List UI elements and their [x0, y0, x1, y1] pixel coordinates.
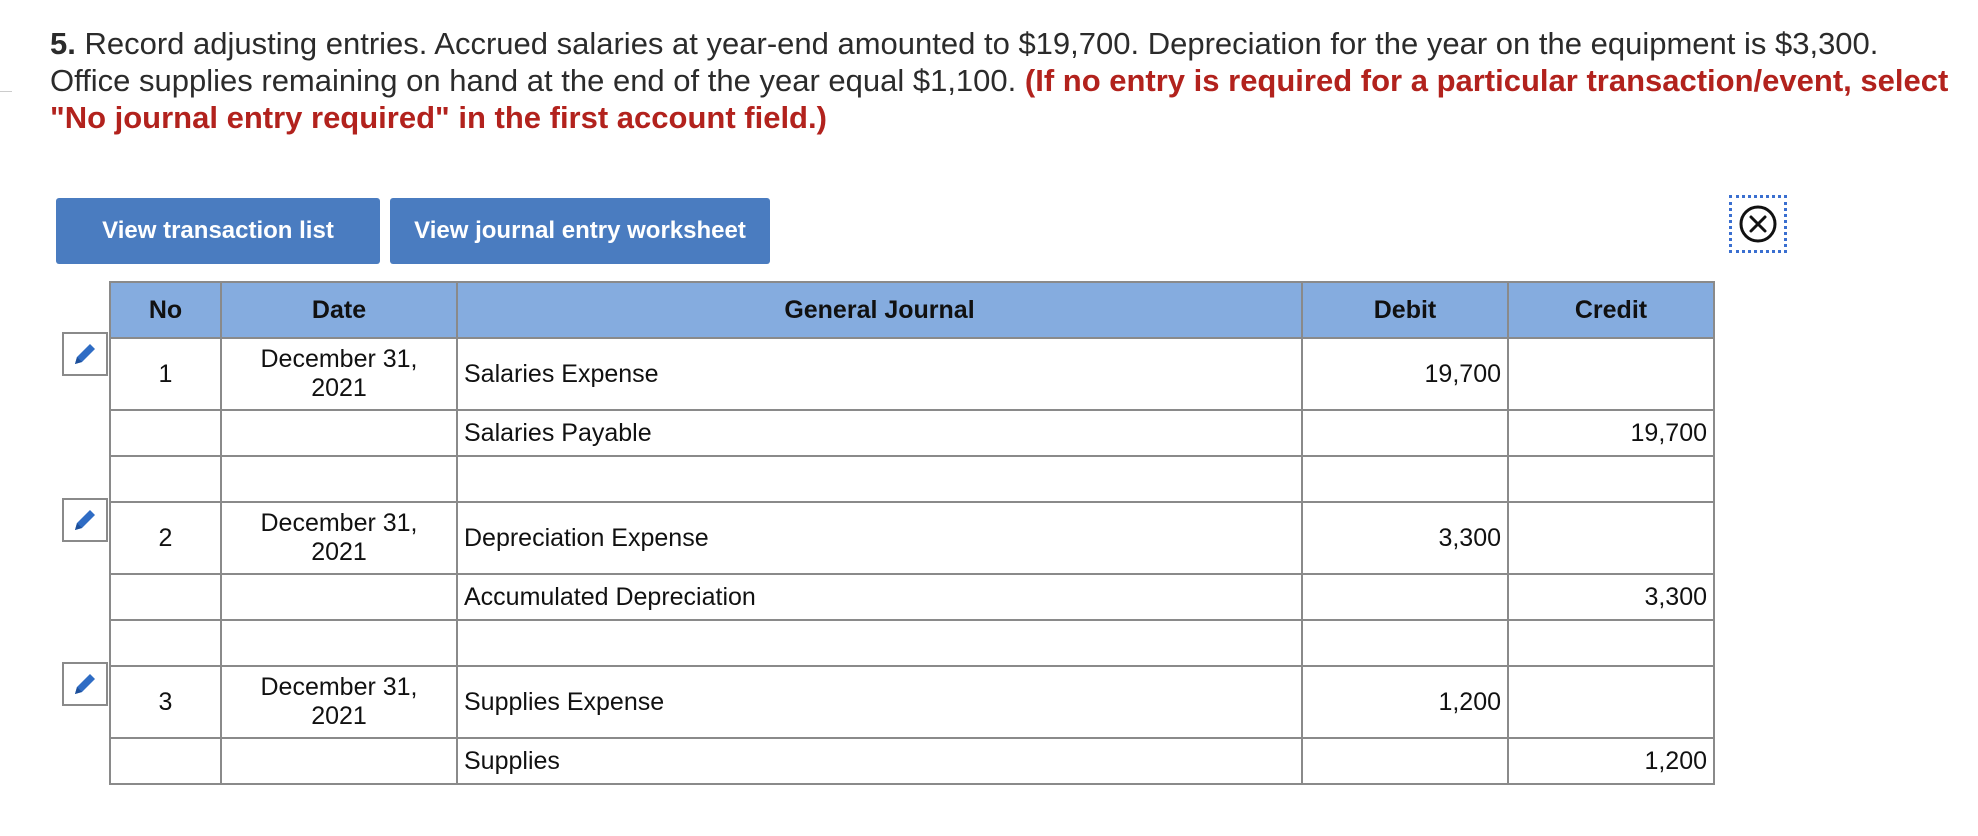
entry-date-line2: 2021	[311, 374, 367, 402]
credit-amount-empty	[1508, 666, 1714, 738]
view-transaction-list-button[interactable]: View transaction list	[56, 198, 380, 264]
entry-no: 3	[110, 666, 221, 738]
empty-cell	[110, 410, 221, 456]
table-row	[110, 502, 1714, 574]
credit-amount-empty	[1508, 502, 1714, 574]
table-row	[110, 574, 1714, 620]
debit-amount: 1,200	[1302, 666, 1508, 738]
entry-no: 1	[110, 338, 221, 410]
debit-amount: 19,700	[1302, 338, 1508, 410]
table-row-blank	[110, 456, 1714, 502]
header-date: Date	[221, 282, 457, 338]
empty-cell	[1302, 738, 1508, 784]
empty-cell	[457, 620, 1302, 666]
question-body: Record adjusting entries. Accrued salaries at year-end amounted to $19,700. Depreciation for the year on the equipment is $3,300. Office supplies remaining on hand at the end of the year equal $1,100.	[50, 26, 1879, 98]
empty-cell	[221, 620, 457, 666]
entry-date-line1: December 31,	[260, 509, 418, 537]
table-row	[110, 738, 1714, 784]
credit-account: Accumulated Depreciation	[457, 574, 1302, 620]
debit-account: Depreciation Expense	[457, 502, 1302, 574]
entry-date-line2: 2021	[311, 538, 367, 566]
table-row-blank	[110, 620, 1714, 666]
entry-no: 2	[110, 502, 221, 574]
credit-amount: 3,300	[1508, 574, 1714, 620]
empty-cell	[1302, 574, 1508, 620]
empty-cell	[221, 456, 457, 502]
empty-cell	[457, 456, 1302, 502]
credit-amount-empty	[1508, 338, 1714, 410]
empty-cell	[110, 620, 221, 666]
pencil-icon	[70, 339, 100, 369]
empty-cell	[221, 410, 457, 456]
empty-cell	[1302, 456, 1508, 502]
empty-cell	[110, 574, 221, 620]
entry-date-line1: December 31,	[260, 345, 418, 373]
empty-cell	[1302, 410, 1508, 456]
journal-table	[109, 281, 1715, 785]
empty-cell	[221, 574, 457, 620]
credit-amount: 1,200	[1508, 738, 1714, 784]
header-general-journal: General Journal	[457, 282, 1302, 338]
header-credit: Credit	[1508, 282, 1714, 338]
table-row	[110, 666, 1714, 738]
table-header-row	[110, 282, 1714, 338]
empty-cell	[1302, 620, 1508, 666]
entry-date	[221, 338, 457, 410]
entry-date	[221, 502, 457, 574]
empty-cell	[110, 738, 221, 784]
pencil-icon	[70, 669, 100, 699]
table-row	[110, 338, 1714, 410]
table-row	[110, 410, 1714, 456]
edit-entry-2-button[interactable]	[62, 498, 108, 542]
edit-entry-3-button[interactable]	[62, 662, 108, 706]
entry-date	[221, 666, 457, 738]
question-instruction: (If no entry is required for a particular transaction/event, select "No journal entry required" in the first account field.)	[50, 63, 1949, 135]
entry-date-line1: December 31,	[260, 673, 418, 701]
credit-amount: 19,700	[1508, 410, 1714, 456]
empty-cell	[1508, 620, 1714, 666]
pencil-icon	[70, 505, 100, 535]
credit-account: Salaries Payable	[457, 410, 1302, 456]
close-circle-icon	[1738, 204, 1778, 244]
debit-amount: 3,300	[1302, 502, 1508, 574]
divider	[0, 91, 12, 92]
question-text	[50, 25, 1950, 136]
empty-cell	[1508, 456, 1714, 502]
debit-account: Supplies Expense	[457, 666, 1302, 738]
header-debit: Debit	[1302, 282, 1508, 338]
edit-entry-1-button[interactable]	[62, 332, 108, 376]
view-journal-entry-worksheet-button[interactable]: View journal entry worksheet	[390, 198, 770, 264]
empty-cell	[110, 456, 221, 502]
close-button[interactable]	[1729, 195, 1787, 253]
debit-account: Salaries Expense	[457, 338, 1302, 410]
credit-account: Supplies	[457, 738, 1302, 784]
header-no: No	[110, 282, 221, 338]
empty-cell	[221, 738, 457, 784]
entry-date-line2: 2021	[311, 702, 367, 730]
question-number: 5.	[50, 26, 76, 61]
